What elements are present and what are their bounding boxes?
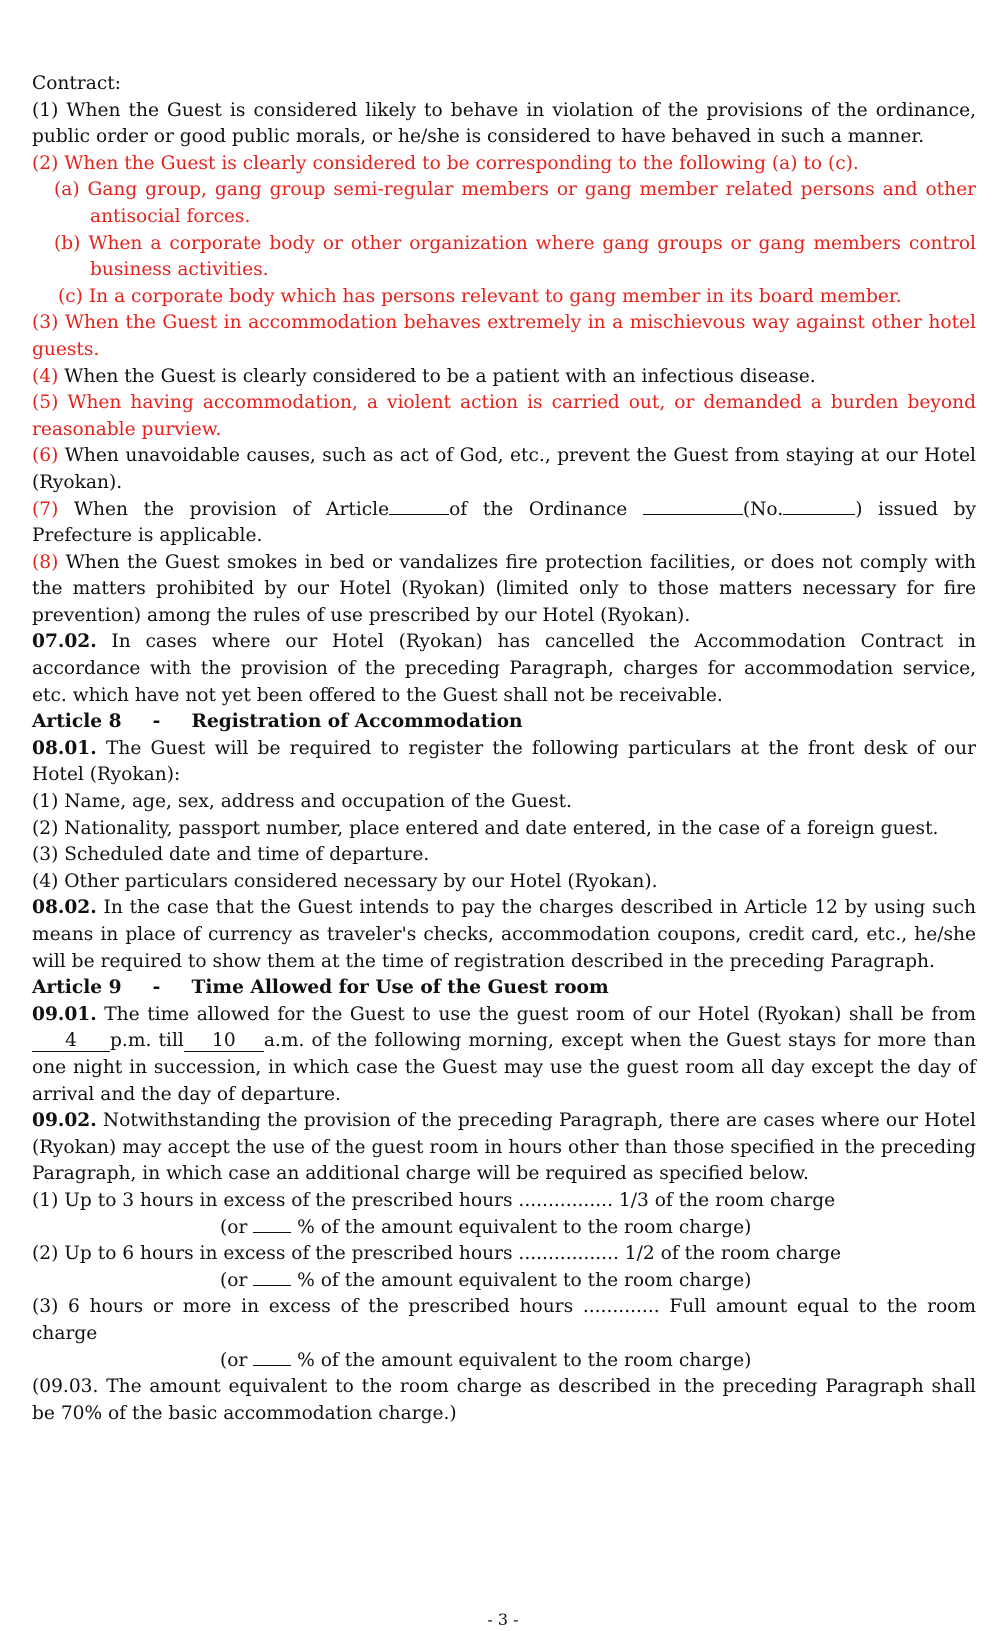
percent-blank	[253, 1285, 291, 1286]
section-08-01: 08.01. The Guest will be required to register the following particulars at the front desk of our Hotel (Ryokan):	[32, 737, 976, 786]
article-9-heading: Article 9 - Time Allowed for Use of the Guest room	[32, 977, 609, 999]
clause-item-2: (2) When the Guest is clearly considered to be corresponding to the following (a) to (c).	[32, 152, 859, 174]
page-number: - 3 -	[487, 1610, 519, 1629]
section-number: 07.02.	[32, 631, 97, 653]
clause-item-3: (3) When the Guest in accommodation behaves extremely in a mischievous way against other hotel guests.	[32, 312, 976, 360]
document-page	[32, 71, 976, 1427]
section-number: 09.01.	[32, 1003, 97, 1025]
charge-item-3: (3) 6 hours or more in excess of the prescribed hours ............. Full amount equal to the room charge	[32, 1296, 976, 1344]
clause-item-2c: (c) In a corporate body which has persons relevant to gang member in its board member.	[58, 285, 902, 307]
registration-item-3: (3) Scheduled date and time of departure.	[32, 844, 430, 866]
checkout-hour-value: 10	[184, 1031, 264, 1052]
percent-blank	[253, 1365, 291, 1366]
registration-item-4: (4) Other particulars considered necessary by our Hotel (Ryokan).	[32, 870, 658, 892]
percent-blank	[253, 1232, 291, 1233]
section-number: 08.02.	[32, 897, 97, 919]
charge-item-1-percent: (or % of the amount equivalent to the room charge)	[220, 1216, 752, 1238]
clause-item-8: (8) When the Guest smokes in bed or vandalizes fire protection facilities, or does not comply with the matters prohibited by our Hotel (Ryokan) (limited only to those matters necessary for fire prevention) among the rules of use prescribed by our Hotel (Ryokan).	[32, 551, 976, 626]
article-8-heading: Article 8 - Registration of Accommodation	[32, 711, 523, 733]
ordinance-name-blank	[643, 514, 743, 515]
clause-item-1: (1) When the Guest is considered likely to behave in violation of the provisions of the ordinance, public order or good public morals, or he/she is considered to have behaved in such a manner.	[32, 99, 976, 148]
clause-item-7: (7) When the provision of Article of the Ordinance (No. ) issued by Prefecture is applicable.	[32, 498, 976, 547]
clause-item-4: (4) When the Guest is clearly considered to be a patient with an infectious disease.	[32, 365, 816, 387]
section-08-02: 08.02. In the case that the Guest intends to pay the charges described in Article 12 by using such means in place of currency as traveler's checks, accommodation coupons, credit card, etc., he/she will be required to show them at the time of registration described in the preceding Paragraph.	[32, 897, 976, 972]
clause-item-6-number: (6)	[32, 445, 59, 467]
clause-item-7-number: (7)	[32, 498, 59, 520]
contract-lead: Contract:	[32, 73, 121, 94]
section-09-03: (09.03. The amount equivalent to the room charge as described in the preceding Paragraph shall be 70% of the basic accommodation charge.)	[32, 1376, 976, 1424]
clause-item-2a: (a) Gang group, gang group semi-regular members or gang member related persons and other antisocial forces.	[54, 179, 976, 227]
clause-item-8-number: (8)	[32, 551, 59, 573]
section-number: 09.02.	[32, 1110, 97, 1132]
ordinance-number-blank	[783, 514, 855, 515]
clause-item-4-number: (4)	[32, 365, 59, 387]
charge-item-3-percent: (or % of the amount equivalent to the room charge)	[220, 1349, 752, 1371]
clause-item-5: (5) When having accommodation, a violent action is carried out, or demanded a burden beyond reasonable purview.	[32, 392, 976, 440]
clause-item-6: (6) When unavoidable causes, such as act of God, etc., prevent the Guest from staying at our Hotel (Ryokan).	[32, 445, 976, 493]
charge-item-1: (1) Up to 3 hours in excess of the prescribed hours ................ 1/3 of the room charge	[32, 1189, 836, 1211]
section-09-01: 09.01. The time allowed for the Guest to use the guest room of our Hotel (Ryokan) shall be from4 p.m. till 10 a.m. of the following morning, except when the Guest stays for more than one night in succession, in which case the Guest may use the guest room all day except the day of arrival and the day of departure.	[32, 1003, 977, 1105]
checkin-hour-value: 4	[32, 1031, 110, 1052]
registration-item-2: (2) Nationality, passport number, place entered and date entered, in the case of a foreign guest.	[32, 817, 939, 839]
section-number: 08.01.	[32, 737, 97, 759]
charge-item-2-percent: (or % of the amount equivalent to the room charge)	[220, 1269, 752, 1291]
section-09-02: 09.02. Notwithstanding the provision of the preceding Paragraph, there are cases where our Hotel (Ryokan) may accept the use of the guest room in hours other than those specified in the preceding Paragraph, in which case an additional charge will be required as specified below.	[32, 1110, 976, 1185]
charge-item-2: (2) Up to 6 hours in excess of the prescribed hours ................. 1/2 of the room charge	[32, 1243, 842, 1265]
section-07-02: 07.02. In cases where our Hotel (Ryokan) has cancelled the Accommodation Contract in accordance with the provision of the preceding Paragraph, charges for accommodation service, etc. which have not yet been offered to the Guest shall not be receivable.	[32, 631, 976, 706]
registration-item-1: (1) Name, age, sex, address and occupation of the Guest.	[32, 791, 572, 813]
article-number-blank	[389, 514, 449, 515]
clause-item-2b: (b) When a corporate body or other organization where gang groups or gang members control business activities.	[54, 232, 976, 281]
